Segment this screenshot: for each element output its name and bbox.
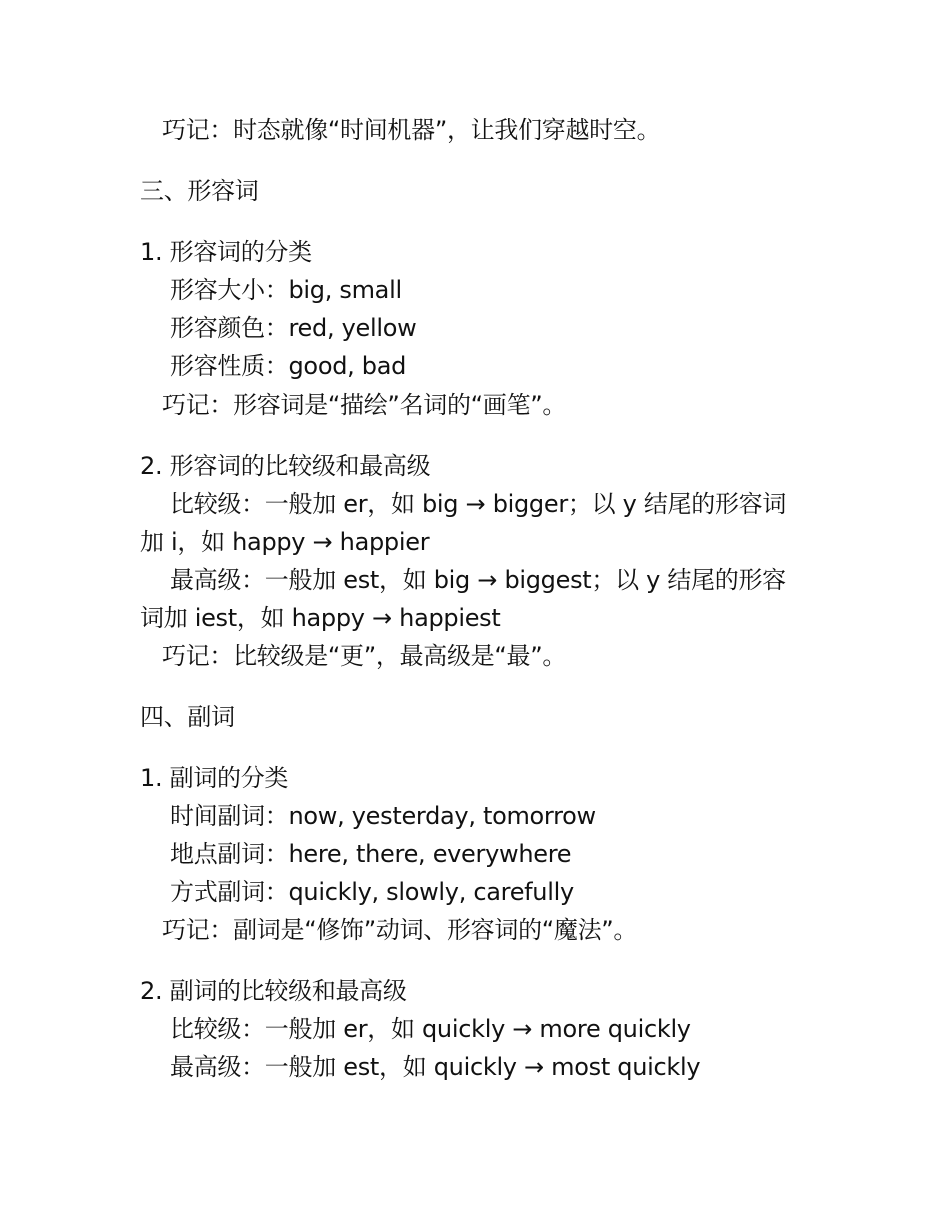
- adjective-comparison-tip: 巧记：比较级是“更”，最高级是“最”。: [162, 642, 567, 670]
- adjective-comparative-rule-cont: 加 i，如 happy → happier: [140, 528, 430, 556]
- adjective-superlative-rule-cont: 词加 iest，如 happy → happiest: [140, 604, 501, 632]
- adverb-class-item: 时间副词：now, yesterday, tomorrow: [170, 802, 596, 830]
- adjective-superlative-rule: 最高级：一般加 est，如 big → biggest；以 y 结尾的形容: [170, 566, 786, 594]
- adverb-superlative-rule: 最高级：一般加 est，如 quickly → most quickly: [170, 1053, 701, 1081]
- section-heading-adjectives: 三、形容词: [140, 177, 259, 205]
- document-page: [140, 0, 810, 1230]
- adjective-comparative-rule: 比较级：一般加 er，如 big → bigger；以 y 结尾的形容词: [170, 490, 787, 518]
- adverb-classification-tip: 巧记：副词是“修饰”动词、形容词的“魔法”。: [162, 916, 638, 944]
- adjective-class-item: 形容颜色：red, yellow: [170, 314, 417, 342]
- adjective-classification-title: 1. 形容词的分类: [140, 238, 312, 266]
- tense-tip: 巧记：时态就像“时间机器”，让我们穿越时空。: [162, 116, 661, 144]
- adverb-classification-title: 1. 副词的分类: [140, 764, 289, 792]
- adjective-class-item: 形容大小：big, small: [170, 276, 402, 304]
- section-heading-adverbs: 四、副词: [140, 703, 235, 731]
- adverb-class-item: 地点副词：here, there, everywhere: [170, 840, 572, 868]
- adverb-comparison-title: 2. 副词的比较级和最高级: [140, 977, 407, 1005]
- adjective-comparison-title: 2. 形容词的比较级和最高级: [140, 452, 431, 480]
- adverb-comparative-rule: 比较级：一般加 er，如 quickly → more quickly: [170, 1015, 691, 1043]
- adjective-class-item: 形容性质：good, bad: [170, 352, 407, 380]
- adverb-class-item: 方式副词：quickly, slowly, carefully: [170, 878, 574, 906]
- adjective-classification-tip: 巧记：形容词是“描绘”名词的“画笔”。: [162, 391, 567, 419]
